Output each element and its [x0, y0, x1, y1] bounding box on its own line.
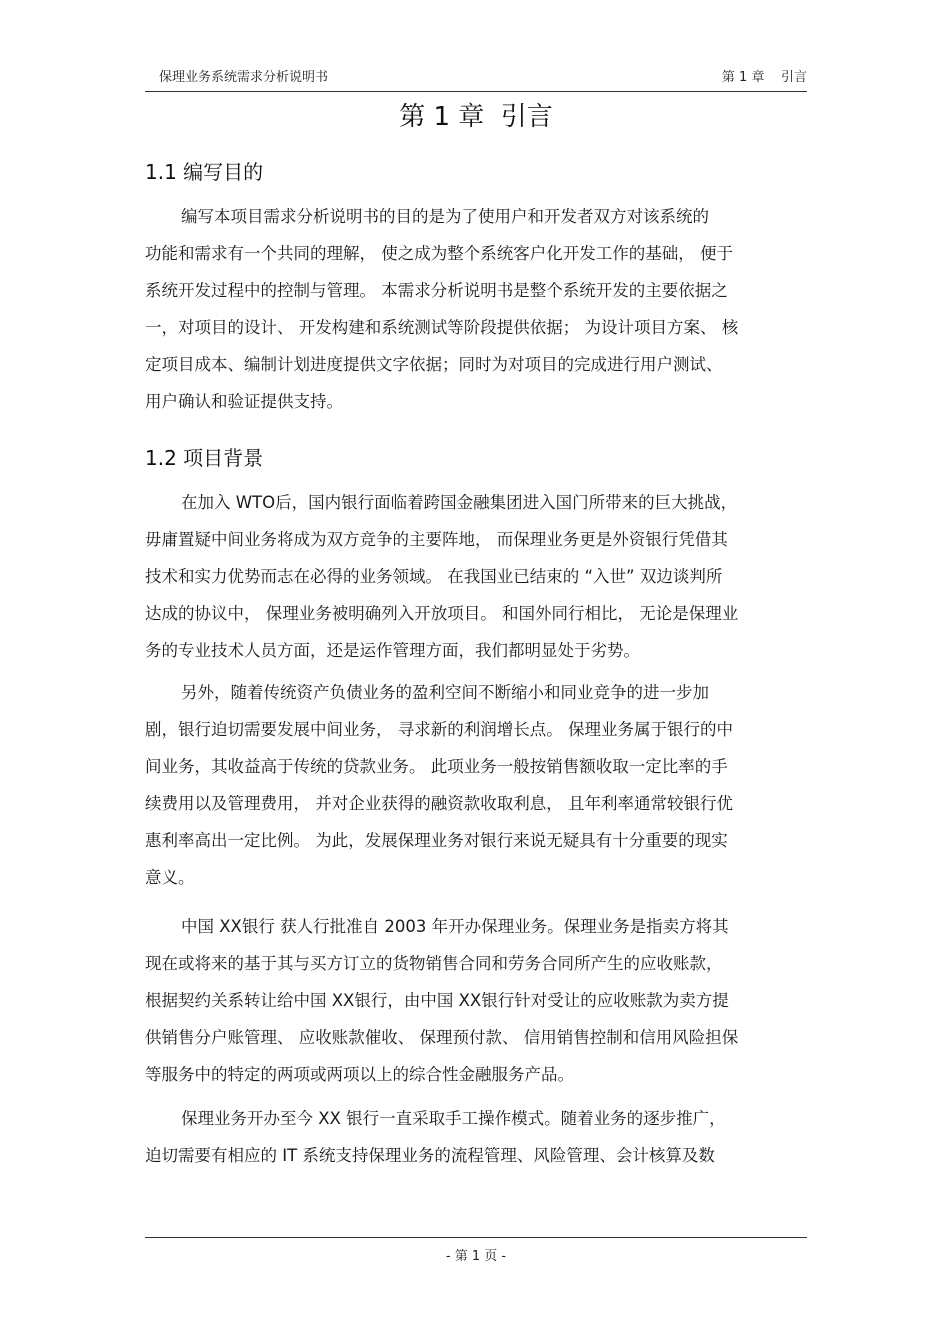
paragraph [145, 1100, 807, 1174]
page-header [145, 66, 807, 88]
paragraph [145, 908, 807, 1093]
header-chapter-label: 第 1 章 引言 [721, 70, 807, 85]
paragraph-line: 保理业务开办至今 XX 银行一直采取手工操作模式。随着业务的逐步推广， [181, 1109, 726, 1128]
paragraph-line: 务的专业技术人员方面，还是运作管理方面，我们都明显处于劣势。 [145, 641, 640, 660]
paragraph-line: 续费用以及管理费用， 并对企业获得的融资款收取利息， 且年利率通常较银行优 [145, 794, 733, 813]
paragraph-line: 中国 XX银行 获人行批准自 2003 年开办保理业务。保理业务是指卖方将其 [181, 917, 729, 936]
paragraph-line: 毋庸置疑中间业务将成为双方竞争的主要阵地， 而保理业务更是外资银行凭借其 [145, 530, 728, 549]
paragraph [145, 484, 807, 669]
paragraph [145, 674, 807, 896]
paragraph-line: 一，对项目的设计、 开发构建和系统测试等阶段提供依据； 为设计项目方案、 核 [145, 318, 739, 337]
paragraph-line: 系统开发过程中的控制与管理。 本需求分析说明书是整个系统开发的主要依据之 [145, 281, 728, 300]
chapter-title: 第 1 章 引言 [399, 102, 553, 132]
paragraph-line: 供销售分户账管理、 应收账款催收、 保理预付款、 信用销售控制和信用风险担保 [145, 1028, 739, 1047]
paragraph-line: 功能和需求有一个共同的理解， 使之成为整个系统客户化开发工作的基础， 便于 [145, 244, 733, 263]
paragraph-line: 在加入 WTO后，国内银行面临着跨国金融集团进入国门所带来的巨大挑战， [181, 493, 738, 512]
paragraph [145, 198, 807, 420]
paragraph-line: 现在或将来的基于其与买方订立的货物销售合同和劳务合同所产生的应收账款， [145, 954, 723, 973]
paragraph-line: 迫切需要有相应的 IT 系统支持保理业务的流程管理、风险管理、会计核算及数 [145, 1146, 715, 1165]
footer-divider [145, 1237, 807, 1238]
paragraph-line: 编写本项目需求分析说明书的目的是为了使用户和开发者双方对该系统的 [181, 207, 709, 226]
section-heading-1-1: 1.1 编写目的 [145, 160, 264, 184]
paragraph-line: 定项目成本、编制计划进度提供文字依据；同时为对项目的完成进行用户测试、 [145, 355, 723, 374]
page-number: - 第 1 页 - [445, 1249, 507, 1264]
paragraph-line: 惠利率高出一定比例。 为此，发展保理业务对银行来说无疑具有十分重要的现实 [145, 831, 728, 850]
paragraph-line: 另外，随着传统资产负债业务的盈利空间不断缩小和同业竞争的进一步加 [181, 683, 709, 702]
paragraph-line: 间业务，其收益高于传统的贷款业务。 此项业务一般按销售额收取一定比率的手 [145, 757, 728, 776]
paragraph-line: 技术和实力优势而志在必得的业务领域。 在我国业已结束的 “入世” 双边谈判所 [145, 567, 723, 586]
paragraph-line: 用户确认和验证提供支持。 [145, 392, 343, 411]
section-heading-1-2: 1.2 项目背景 [145, 446, 264, 470]
paragraph-line: 达成的协议中， 保理业务被明确列入开放项目。 和国外同行相比， 无论是保理业 [145, 604, 739, 623]
paragraph-line: 意义。 [145, 868, 195, 887]
paragraph-line: 剧，银行迫切需要发展中间业务， 寻求新的利润增长点。 保理业务属于银行的中 [145, 720, 733, 739]
header-divider [145, 91, 807, 92]
paragraph-line: 根据契约关系转让给中国 XX银行，由中国 XX银行针对受让的应收账款为卖方提 [145, 991, 729, 1010]
header-doc-title: 保理业务系统需求分析说明书 [159, 70, 329, 85]
paragraph-line: 等服务中的特定的两项或两项以上的综合性金融服务产品。 [145, 1065, 574, 1084]
